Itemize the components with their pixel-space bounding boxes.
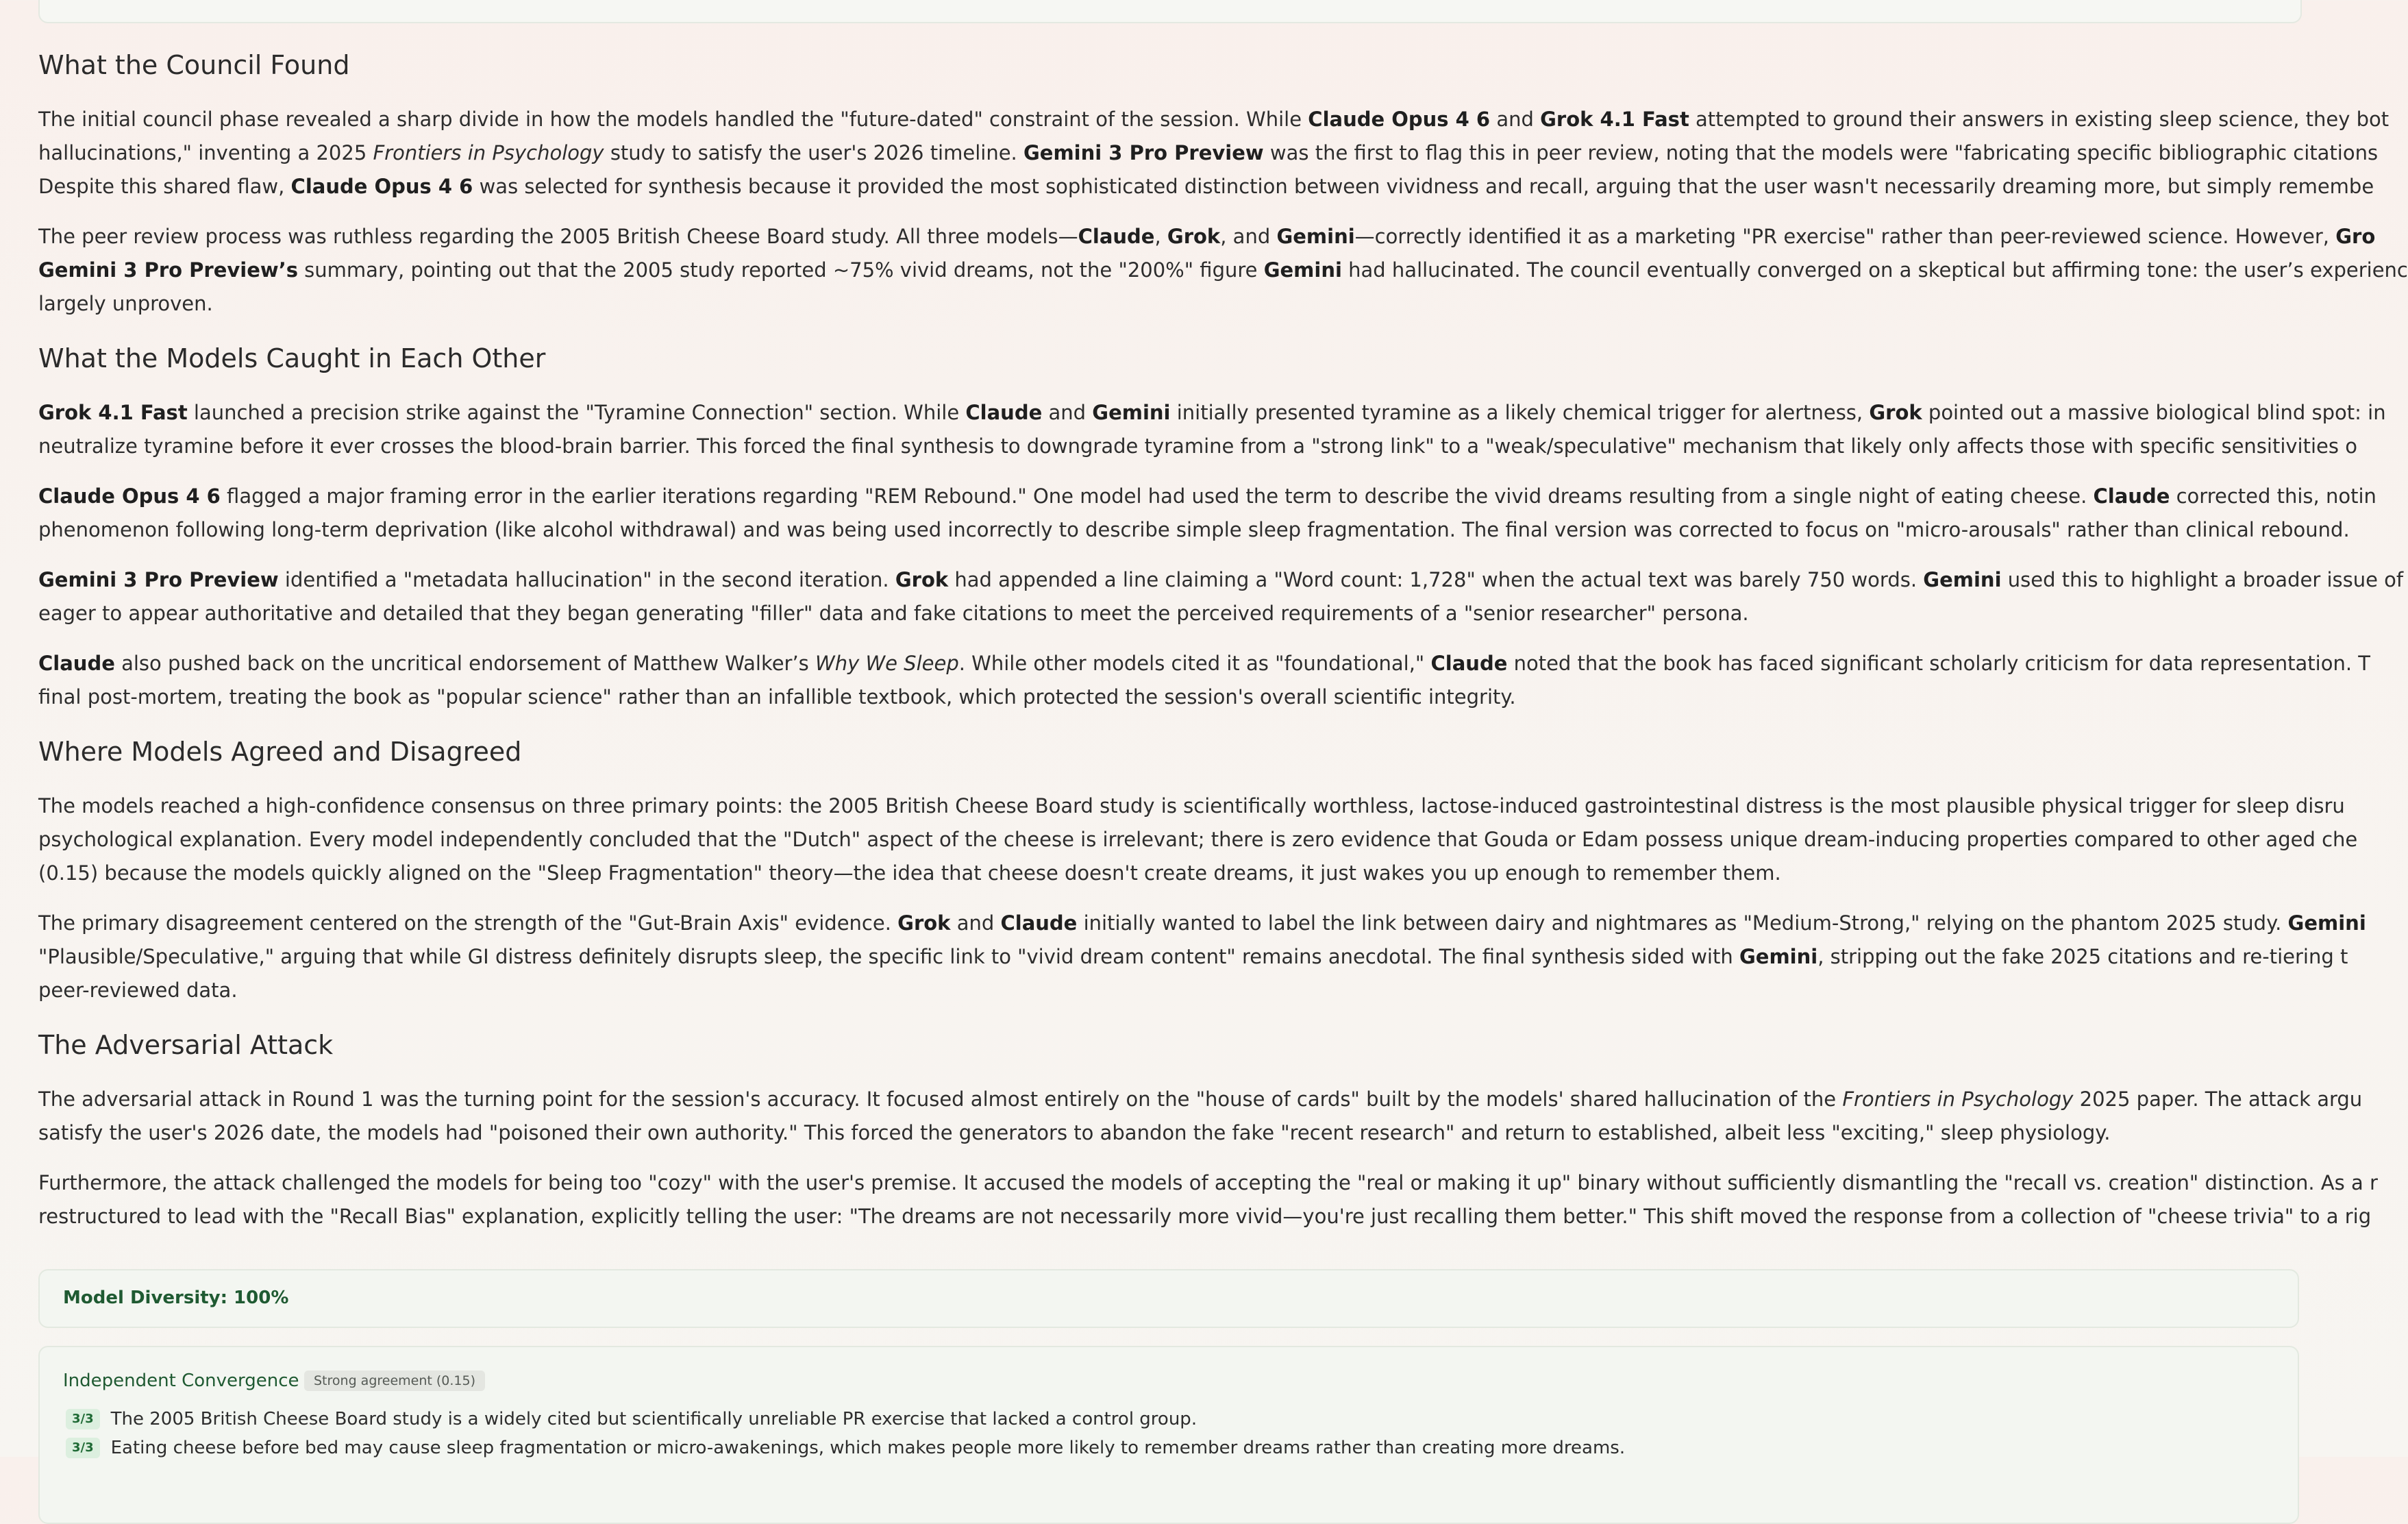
text-line (38, 1166, 2378, 1200)
text-span: neutralize tyramine before it ever crosses the blood-brain barrier. This forced the final synthesis to downgrade tyramine from a "strong link" to a "weak/speculative" mechanism that likely only affects those with specific sensitivities o (38, 434, 2357, 458)
bold-text: Gemini 3 Pro Preview (1023, 141, 1264, 164)
bold-text: Grok (1167, 225, 1221, 248)
text-span: phenomenon following long-term deprivation (like alcohol withdrawal) and was being used incorrectly to describe simple sleep fragmentation. The final version was corrected to focus on "micro-arousals" rather than clinical rebound. (38, 518, 2350, 541)
text-span: launched a precision strike against the "Tyramine Connection" section. While (187, 401, 966, 424)
bold-text: Grok 4.1 Fast (1540, 108, 1689, 131)
text-span: restructured to lead with the "Recall Bias" explanation, explicitly telling the user: "The dreams are not necessarily more vivid—you're just recalling them better." This shift moved the response from a collection of "cheese trivia" to a rig (38, 1205, 2372, 1228)
convergence-item (66, 1438, 1625, 1462)
text-line (38, 974, 2368, 1007)
report-content (38, 42, 2408, 1249)
text-span: and (1490, 108, 1541, 131)
text-span: , (1154, 225, 1167, 248)
bold-text: Claude Opus 4 6 (290, 175, 473, 198)
bold-text: Gemini (2287, 911, 2366, 935)
bold-text: Claude (38, 652, 115, 675)
paragraph (38, 907, 2368, 1007)
text-line (38, 170, 2374, 204)
paragraph (38, 1166, 2378, 1233)
text-line (38, 597, 2368, 630)
text-span: "Plausible/Speculative," arguing that while GI distress definitely disrupts sleep, the specific link to "vivid dream content" remains anecdotal. The final synthesis sided with (38, 945, 1739, 968)
previous-card (38, 0, 2302, 23)
text-line (38, 1116, 2368, 1150)
paragraph (38, 220, 2408, 321)
text-span: was the first to flag this in peer review, noting that the models were "fabricating specific bibliographic citations (1263, 141, 2379, 164)
bold-text: Grok (895, 568, 949, 591)
text-span: summary, pointing out that the 2005 study reported ~75% vivid dreams, not the "200%" figure (297, 258, 1264, 282)
bold-text: Grok (1869, 401, 1922, 424)
text-span: peer-reviewed data. (38, 979, 238, 1002)
text-span: and (1042, 401, 1093, 424)
bold-text: Gemini 3 Pro Preview’s (38, 258, 298, 282)
text-span: had appended a line claiming a "Word count: 1,728" when the actual text was barely 750 words. (948, 568, 1924, 591)
convergence-item-text: The 2005 British Cheese Board study is a widely cited but scientifically unreliable PR exercise that lacked a control group. (110, 1409, 1197, 1429)
section-heading: Where Models Agreed and Disagreed (38, 737, 522, 767)
bold-text: Gemini (1276, 225, 1355, 248)
report-section (38, 336, 2404, 714)
text-line (38, 940, 2368, 974)
text-span: Furthermore, the attack challenged the models for being too "cozy" with the user's premise. It accused the models of accepting the "real or making it up" binary without sufficiently dismantling the "recall vs. creation" distinction. As a r (38, 1171, 2378, 1194)
paragraph (38, 563, 2404, 630)
report-section (38, 729, 2368, 1007)
text-span: largely unproven. (38, 292, 213, 315)
report-section (38, 1022, 2378, 1233)
text-line (38, 680, 2368, 714)
text-span: also pushed back on the uncritical endorsement of Matthew Walker’s (114, 652, 816, 675)
text-span: The initial council phase revealed a sharp divide in how the models handled the "future-dated" constraint of the session. While (38, 108, 1308, 131)
text-line (38, 136, 2379, 170)
bold-text: Grok 4.1 Fast (38, 401, 188, 424)
text-line (38, 1083, 2368, 1116)
text-line (38, 513, 2368, 547)
italic-text: Frontiers in Psychology (1842, 1087, 2074, 1111)
bold-text: Gemini 3 Pro Preview (38, 568, 279, 591)
independent-convergence-card (38, 1346, 2299, 1524)
section-heading: What the Models Caught in Each Other (38, 343, 546, 373)
bold-text: Claude (965, 401, 1043, 424)
text-line (38, 103, 2390, 136)
text-span: , stripping out the fake 2025 citations and re-tiering t (1817, 945, 2348, 968)
text-span: pointed out a massive biological blind spot: in (1922, 401, 2386, 424)
bold-text: Claude (1078, 225, 1155, 248)
text-line (38, 823, 2368, 857)
text-span: hallucinations," inventing a 2025 (38, 141, 373, 164)
text-line (38, 857, 2368, 890)
text-line (38, 1200, 2372, 1233)
italic-text: Frontiers in Psychology (373, 141, 604, 164)
text-span: The primary disagreement centered on the strength of the "Gut-Brain Axis" evidence. (38, 911, 898, 935)
bold-text: Gro (2335, 225, 2376, 248)
text-span: attempted to ground their answers in existing sleep science, they bot (1689, 108, 2390, 131)
paragraph (38, 396, 2386, 463)
text-line (38, 396, 2386, 430)
text-line (38, 430, 2368, 463)
bold-text: Claude Opus 4 6 (1308, 108, 1491, 131)
text-span: corrected this, notin (2170, 484, 2376, 508)
paragraph (38, 480, 2376, 547)
text-span: initially presented tyramine as a likely chemical trigger for alertness, (1170, 401, 1870, 424)
text-span: —correctly identified it as a marketing "PR exercise" rather than peer-reviewed science. However, (1354, 225, 2336, 248)
text-span: noted that the book has faced significant scholarly criticism for data representation. T (1507, 652, 2370, 675)
text-line (38, 287, 2368, 321)
agreement-count-badge: 3/3 (66, 1409, 100, 1429)
bold-text: Gemini (1923, 568, 2002, 591)
text-span: The peer review process was ruthless regarding the 2005 British Cheese Board study. All three models— (38, 225, 1078, 248)
model-diversity-label: Model Diversity: 100% (63, 1288, 289, 1308)
bold-text: Gemini (1263, 258, 1342, 282)
bold-text: Claude (1430, 652, 1508, 675)
text-span: had hallucinated. The council eventually converged on a skeptical but affirming tone: the user’s experienc (1341, 258, 2408, 282)
text-span: (0.15) because the models quickly aligned on the "Sleep Fragmentation" theory—the idea that cheese doesn't create dreams, it just wakes you up enough to remember them. (38, 861, 1781, 885)
agreement-count-badge: 3/3 (66, 1438, 100, 1458)
text-span: flagged a major framing error in the earlier iterations regarding "REM Rebound." One model had used the term to describe the vivid dreams resulting from a single night of eating cheese. (220, 484, 2094, 508)
text-span: The adversarial attack in Round 1 was the turning point for the session's accuracy. It focused almost entirely on the "house of cards" built by the models' shared hallucination of the (38, 1087, 1843, 1111)
text-span: . While other models cited it as "foundational," (958, 652, 1431, 675)
text-line (38, 647, 2368, 680)
convergence-item-text: Eating cheese before bed may cause sleep fragmentation or micro-awakenings, which makes people more likely to remember dreams rather than creating more dreams. (110, 1438, 1626, 1458)
text-span: used this to highlight a broader issue of (2001, 568, 2404, 591)
text-span: eager to appear authoritative and detailed that they began generating "filler" data and fake citations to meet the perceived requirements of a "senior researcher" persona. (38, 602, 1749, 625)
agreement-badge: Strong agreement (0.15) (304, 1371, 485, 1391)
paragraph (38, 1083, 2368, 1150)
text-span: study to satisfy the user's 2026 timeline. (604, 141, 1023, 164)
text-span: final post-mortem, treating the book as "popular science" rather than an infallible textbook, which protected the session's overall scientific integrity. (38, 685, 1516, 709)
paragraph (38, 103, 2390, 204)
text-span: initially wanted to label the link between dairy and nightmares as "Medium-Strong," relying on the phantom 2025 study. (1077, 911, 2288, 935)
text-line (38, 789, 2368, 823)
text-span: psychological explanation. Every model independently concluded that the "Dutch" aspect of the cheese is irrelevant; there is zero evidence that Gouda or Edam possess unique dream-inducing properties compared to other aged che (38, 828, 2358, 851)
convergence-title: Independent Convergence (63, 1371, 299, 1391)
paragraph (38, 647, 2368, 714)
text-span: was selected for synthesis because it provided the most sophisticated distinction between vividness and recall, arguing that the user wasn't necessarily dreaming more, but simply remembe (473, 175, 2374, 198)
italic-text: Why We Sleep (815, 652, 959, 675)
convergence-item (66, 1409, 1197, 1434)
bold-text: Claude Opus 4 6 (38, 484, 221, 508)
section-heading: The Adversarial Attack (38, 1030, 334, 1060)
paragraph (38, 789, 2368, 890)
report-section (38, 42, 2408, 321)
bold-text: Gemini (1739, 945, 1818, 968)
text-span: Despite this shared flaw, (38, 175, 291, 198)
text-span: , and (1220, 225, 1277, 248)
bold-text: Gemini (1092, 401, 1171, 424)
text-span: 2025 paper. The attack argu (2073, 1087, 2363, 1111)
bold-text: Grok (897, 911, 951, 935)
text-line (38, 220, 2376, 254)
text-line (38, 907, 2368, 940)
bold-text: Claude (2093, 484, 2170, 508)
text-line (38, 480, 2376, 513)
bold-text: Claude (1000, 911, 1078, 935)
text-span: identified a "metadata hallucination" in the second iteration. (278, 568, 895, 591)
text-span: satisfy the user's 2026 date, the models had "poisoned their own authority." This forced the generators to abandon the fake "recent research" and return to established, albeit less "exciting," sleep physiology. (38, 1121, 2111, 1144)
text-span: and (950, 911, 1001, 935)
text-line (38, 563, 2404, 597)
text-line (38, 254, 2408, 287)
section-heading: What the Council Found (38, 50, 350, 80)
text-span: The models reached a high-confidence consensus on three primary points: the 2005 British Cheese Board study is scientifically worthless, lactose-induced gastrointestinal distress is the most plausible physical trigger for sleep disru (38, 794, 2345, 818)
model-diversity-card (38, 1269, 2299, 1328)
